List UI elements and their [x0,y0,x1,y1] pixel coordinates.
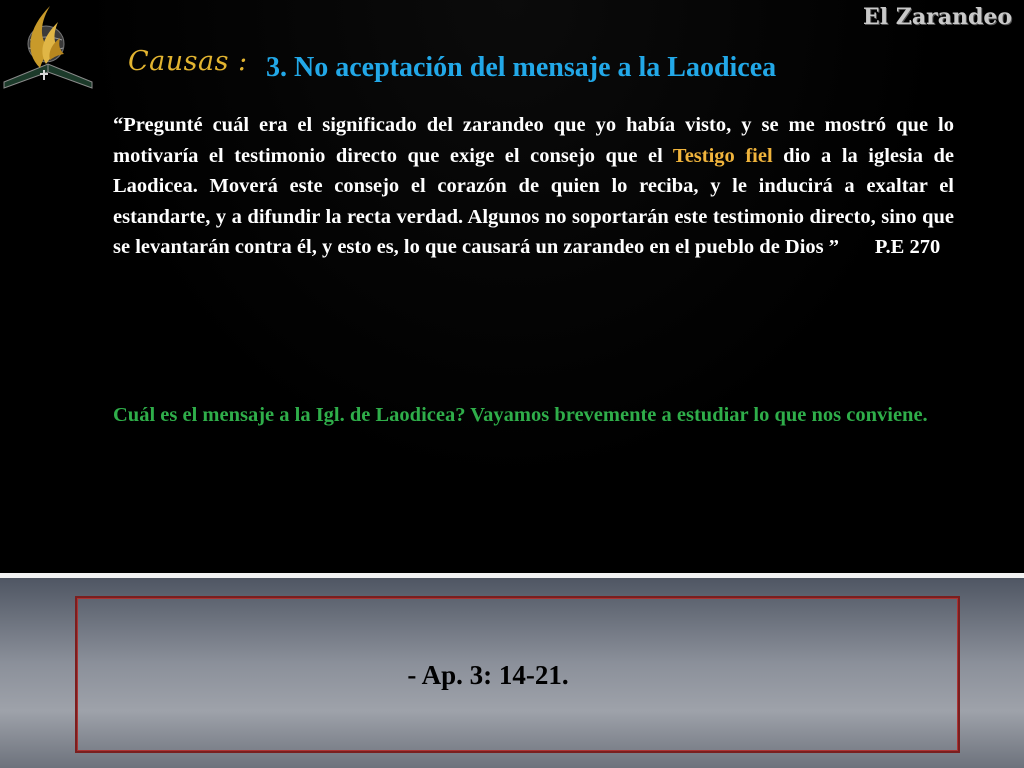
slide-heading: 3. No aceptación del mensaje a la Laodicea [266,52,777,83]
quote-text-end: dio a la iglesia de Laodicea. Moverá este consejo el corazón de quien lo reciba, y le inducirá a exaltar el estandarte, y a difundir la recta verdad. Algunos no soportarán este testimonio directo, sino que se levantarán contra él, y esto es, lo que causará un zarandeo en el pueblo de Dios ” [113,144,954,259]
adventist-flame-book-logo-icon [0,0,96,92]
study-question: Cuál es el mensaje a la Igl. de Laodicea? Vayamos brevemente a estudiar lo que nos conviene. [113,404,928,426]
quote-highlight-testigo-fiel: Testigo fiel [672,144,773,167]
quote-text-start: “Pregunté cuál era el significado del zarandeo que yo había visto, y se me mostró que lo motivaría el testimonio directo que exige el consejo que el [113,114,954,167]
quote-paragraph [113,110,954,263]
series-title: El Zarandeo [863,4,1012,30]
scripture-reference: - Ap. 3: 14-21. [407,660,569,690]
quote-reference: P.E 270 [874,236,941,259]
causas-label: Causas : [128,46,248,77]
